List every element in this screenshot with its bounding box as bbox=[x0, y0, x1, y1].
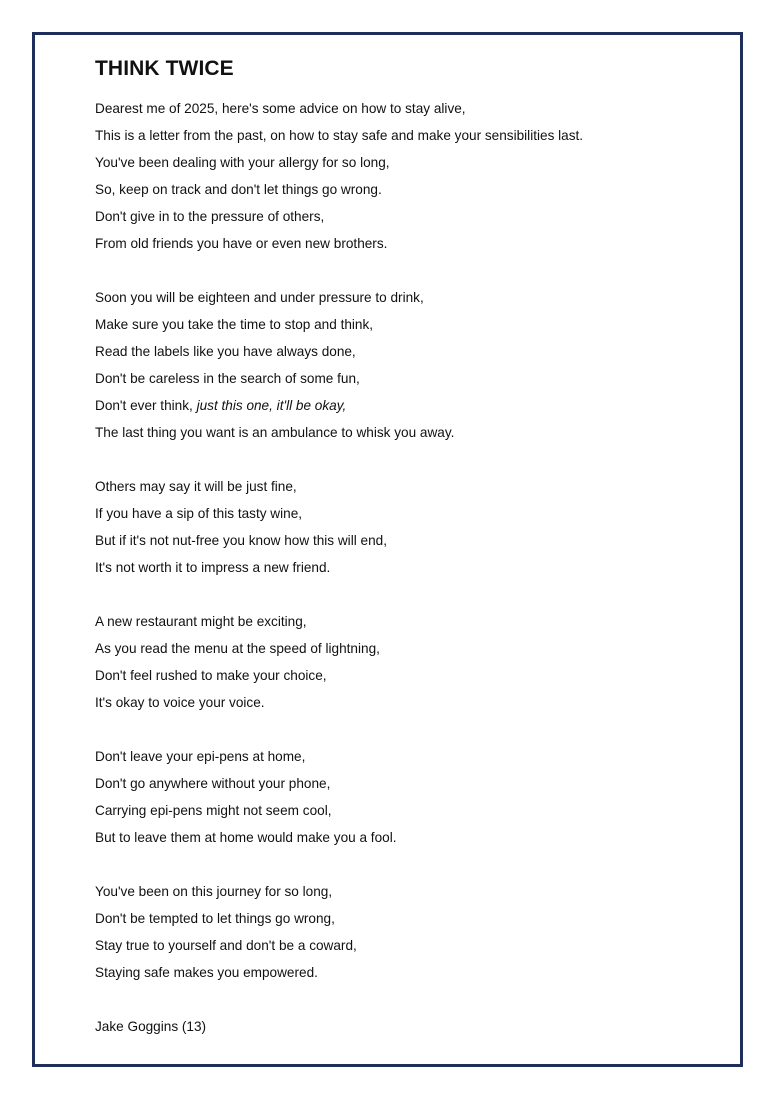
poem-line: The last thing you want is an ambulance to whisk you away. bbox=[95, 425, 455, 440]
italic-phrase: just this one, it'll be okay, bbox=[196, 398, 347, 413]
poem-line: Soon you will be eighteen and under pressure to drink, bbox=[95, 290, 424, 305]
poem-line: But if it's not nut-free you know how this will end, bbox=[95, 533, 387, 548]
stanza-1 bbox=[95, 95, 735, 257]
poem-line: Don't go anywhere without your phone, bbox=[95, 776, 331, 791]
poem-line: It's okay to voice your voice. bbox=[95, 695, 265, 710]
poem-line: Don't give in to the pressure of others, bbox=[95, 209, 325, 224]
poem-line: Others may say it will be just fine, bbox=[95, 479, 297, 494]
stanza-4 bbox=[95, 608, 735, 716]
poem-line: Don't be careless in the search of some fun, bbox=[95, 371, 360, 386]
poem-line: Don't leave your epi-pens at home, bbox=[95, 749, 306, 764]
poem-line: As you read the menu at the speed of lightning, bbox=[95, 641, 380, 656]
poem-line: Carrying epi-pens might not seem cool, bbox=[95, 803, 332, 818]
poem-line: From old friends you have or even new brothers. bbox=[95, 236, 388, 251]
stanza-2 bbox=[95, 284, 735, 446]
poem-line: Make sure you take the time to stop and think, bbox=[95, 317, 374, 332]
poem-line: You've been on this journey for so long, bbox=[95, 884, 333, 899]
stanza-3 bbox=[95, 473, 735, 581]
poem-line: Don't be tempted to let things go wrong, bbox=[95, 911, 335, 926]
poem-line-with-italic bbox=[95, 392, 735, 419]
poem-content bbox=[95, 57, 735, 1040]
poem-line: Dearest me of 2025, here's some advice on how to stay alive, bbox=[95, 101, 466, 116]
poem-line: Don't feel rushed to make your choice, bbox=[95, 668, 327, 683]
stanza-5 bbox=[95, 743, 735, 851]
poem-line: Read the labels like you have always done, bbox=[95, 344, 356, 359]
author-signature: Jake Goggins (13) bbox=[95, 1019, 207, 1034]
poem-line: A new restaurant might be exciting, bbox=[95, 614, 307, 629]
poem-line: You've been dealing with your allergy for so long, bbox=[95, 155, 390, 170]
poem-line: Stay true to yourself and don't be a coward, bbox=[95, 938, 357, 953]
poem-line: But to leave them at home would make you a fool. bbox=[95, 830, 397, 845]
stanza-6 bbox=[95, 878, 735, 986]
poem-line: It's not worth it to impress a new friend. bbox=[95, 560, 331, 575]
poem-line: So, keep on track and don't let things go wrong. bbox=[95, 182, 382, 197]
poem-line-start: Don't ever think, bbox=[95, 398, 197, 413]
poem-line: Staying safe makes you empowered. bbox=[95, 965, 318, 980]
poem-line: If you have a sip of this tasty wine, bbox=[95, 506, 303, 521]
poem-line: This is a letter from the past, on how to stay safe and make your sensibilities last. bbox=[95, 128, 584, 143]
poem-title: THINK TWICE bbox=[95, 57, 234, 80]
